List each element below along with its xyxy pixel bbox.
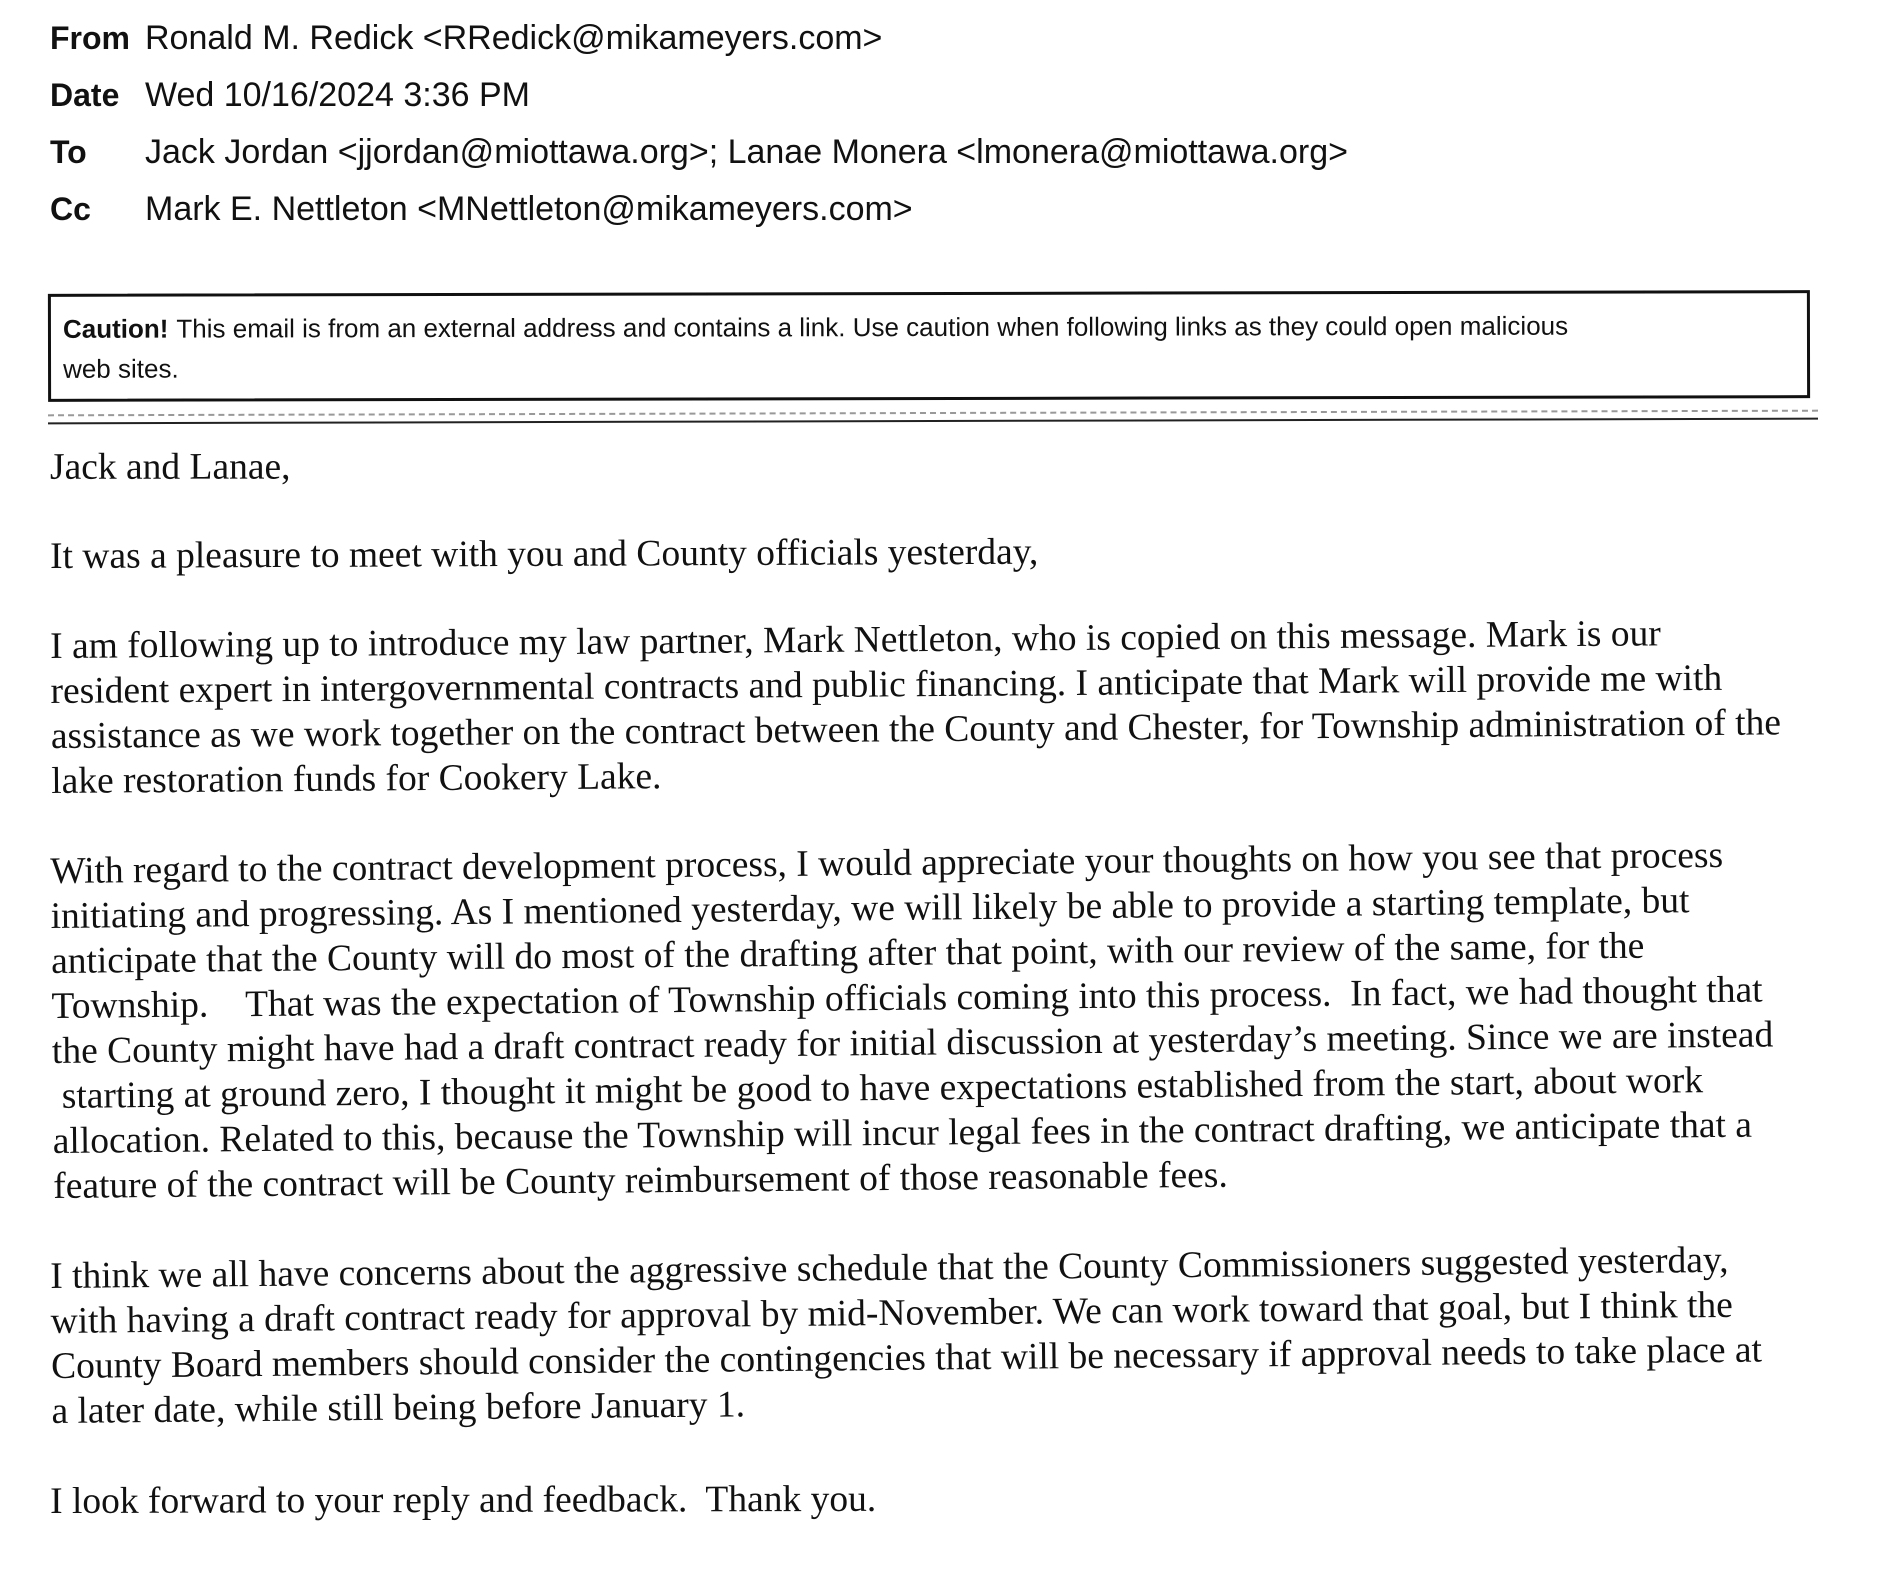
paragraph-line: resident expert in intergovernmental contracts and public financing. I anticipate that Mark will provide me with (50, 657, 1723, 712)
caution-banner (48, 290, 1810, 402)
to-value: Jack Jordan <jjordan@miottawa.org>; Lanae Monera <lmonera@miottawa.org> (145, 133, 1348, 171)
cc-row (50, 181, 1830, 238)
paragraph-line: initiating and progressing. As I mentioned yesterday, we will likely be able to provide a starting template, but (50, 880, 1690, 937)
paragraph-line: lake restoration funds for Cookery Lake. (51, 756, 662, 802)
paragraph-4 (50, 1237, 1852, 1434)
date-label: Date (50, 77, 120, 113)
paragraph-1 (50, 526, 1850, 579)
to-label: To (50, 134, 87, 170)
email-header (50, 10, 1830, 238)
paragraph-line: a later date, while still being before January 1. (51, 1384, 746, 1432)
paragraph-line: With regard to the contract development process, I would appreciate your thoughts on how you see that process (50, 834, 1724, 892)
date-row (50, 67, 1830, 124)
to-row (50, 124, 1830, 181)
paragraph-line: Township. That was the expectation of Township officials coming into this process. In fact, we had thought that (51, 969, 1763, 1027)
paragraph-line: I look forward to your reply and feedback. Thank you. (50, 1478, 877, 1522)
paragraph-line: County Board members should consider the contingencies that will be necessary if approval needs to take place at (50, 1329, 1763, 1387)
greeting (50, 443, 1850, 490)
date-value: Wed 10/16/2024 3:36 PM (145, 76, 530, 114)
paragraph-line: I am following up to introduce my law partner, Mark Nettleton, who is copied on this message. Mark is our (50, 613, 1661, 667)
paragraph-3 (50, 832, 1853, 1209)
greeting-text: Jack and Lanae, (49, 446, 291, 488)
paragraph-5 (50, 1474, 1850, 1524)
paragraph-2 (50, 610, 1851, 804)
email-body (50, 444, 1850, 1569)
separator-line (48, 418, 1818, 425)
paragraph-line: starting at ground zero, I thought it might be good to have expectations established from the start, about work (52, 1060, 1704, 1117)
cc-label: Cc (50, 191, 91, 227)
paragraph-line: I think we all have concerns about the aggressive schedule that the County Commissioners suggested yesterday, (50, 1239, 1729, 1297)
paragraph-line: anticipate that the County will do most of the drafting after that point, with our review of the same, for the (50, 925, 1645, 982)
from-value: Ronald M. Redick <RRedick@mikameyers.com> (145, 19, 883, 57)
from-label: From (50, 20, 130, 56)
from-row (50, 10, 1830, 67)
paragraph-line: the County might have had a draft contract ready for initial discussion at yesterday’s meeting. Since we are instead (51, 1014, 1774, 1072)
separator-dashed-line (48, 410, 1818, 417)
cc-value: Mark E. Nettleton <MNettleton@mikameyers.com> (145, 190, 913, 228)
caution-text-line2: web sites. (63, 353, 179, 384)
paragraph-line: allocation. Related to this, because the Township will incur legal fees in the contract drafting, we anticipate that a (52, 1104, 1753, 1162)
caution-text-line1: This email is from an external address and contains a link. Use caution when following links as they could open malicious (176, 310, 1569, 344)
paragraph-line: with having a draft contract ready for approval by mid-November. We can work toward that goal, but I think the (50, 1284, 1734, 1342)
paragraph-line: It was a pleasure to meet with you and County officials yesterday, (50, 531, 1039, 577)
paragraph-line: feature of the contract will be County reimbursement of those reasonable fees. (53, 1154, 1228, 1207)
caution-title: Caution! (62, 313, 169, 344)
paragraph-line: assistance as we work together on the contract between the County and Chester, for Township administration of the (50, 702, 1782, 757)
